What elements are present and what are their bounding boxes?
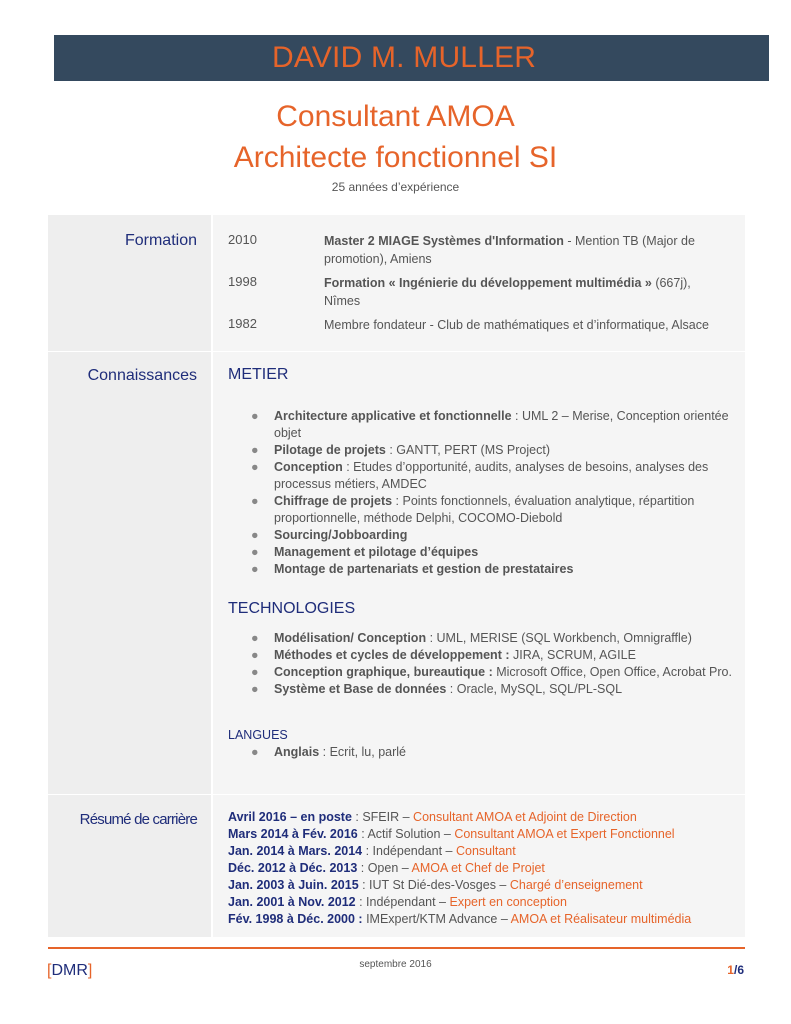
formation-year: 2010 — [228, 232, 257, 247]
formation-item — [228, 316, 745, 334]
item-text: Microsoft Office, Open Office, Acrobat Pro. — [492, 665, 732, 679]
career-role: Chargé d’enseignement — [509, 878, 643, 892]
bullet-icon: ● — [251, 443, 259, 457]
list-item — [228, 408, 734, 442]
item-text: JIRA, SCRUM, AGILE — [509, 648, 636, 662]
initials: DMR — [51, 962, 88, 979]
list-item — [228, 493, 734, 527]
career-company: : Open – — [357, 861, 412, 875]
formation-detail: (667j), Nîmes — [324, 276, 691, 308]
formation-item — [228, 274, 745, 310]
formation-degree: Master 2 MIAGE Systèmes d'Information — [324, 234, 564, 248]
formation-detail: - Mention TB (Major de promotion), Amiens — [324, 234, 695, 266]
page-current: 1 — [727, 963, 734, 977]
bullet-icon: ● — [251, 631, 259, 645]
metier-title: METIER — [228, 366, 289, 383]
resume-content — [213, 795, 745, 937]
item-text: : Ecrit, lu, parlé — [319, 745, 406, 759]
career-role: Consultant — [455, 844, 516, 858]
item-text: : Etudes d’opportunité, audits, analyses de besoins, analyses des processus métiers, AMDEC — [274, 460, 709, 491]
list-item — [228, 664, 734, 681]
formation-degree: Formation « Ingénierie du développement multimédia » — [324, 276, 652, 290]
list-item — [228, 459, 734, 493]
formation-text — [324, 274, 714, 310]
bullet-icon: ● — [251, 745, 259, 759]
formation-label: Formation — [48, 215, 211, 351]
item-bold: Méthodes et cycles de développement : — [274, 648, 510, 662]
formation-row — [48, 214, 745, 351]
career-role: Consultant AMOA et Expert Fonctionnel — [454, 827, 675, 841]
career-period: Déc. 2012 à Déc. 2013 — [228, 861, 358, 875]
item-bold: Sourcing/Jobboarding — [274, 528, 408, 542]
list-item — [228, 744, 734, 761]
career-item — [228, 877, 745, 894]
experience-years: 25 années d’expérience — [331, 180, 460, 194]
technologies-list — [228, 630, 745, 698]
list-item — [228, 561, 734, 578]
item-bold: Pilotage de projets — [274, 443, 386, 457]
bullet-icon: ● — [251, 409, 259, 423]
connaissances-content — [213, 352, 745, 794]
career-company: : Indépendant – — [362, 844, 456, 858]
bullet-icon: ● — [251, 682, 259, 696]
item-bold: Système et Base de données — [274, 682, 447, 696]
list-item — [228, 442, 734, 459]
career-item — [228, 809, 745, 826]
technologies-title: TECHNOLOGIES — [228, 600, 356, 617]
career-period: Mars 2014 à Fév. 2016 — [228, 827, 358, 841]
career-item — [228, 826, 745, 843]
list-item — [228, 681, 734, 698]
bullet-icon: ● — [251, 545, 259, 559]
formation-text — [324, 232, 714, 268]
item-bold: Anglais — [274, 745, 320, 759]
career-role: Expert en conception — [449, 895, 567, 909]
list-item — [228, 527, 734, 544]
metier-list — [228, 408, 745, 578]
item-bold: Architecture applicative et fonctionnelle — [274, 409, 512, 423]
job-title-1: Consultant AMOA — [276, 100, 515, 133]
bullet-icon: ● — [251, 460, 259, 474]
connaissances-row — [48, 351, 745, 794]
career-company: : Actif Solution – — [357, 827, 455, 841]
bracket-open: [ — [47, 962, 52, 979]
formation-detail: Membre fondateur - Club de mathématiques et d’informatique, Alsace — [324, 318, 709, 332]
formation-item — [228, 232, 745, 268]
career-item — [228, 911, 745, 928]
career-period: Jan. 2003 à Juin. 2015 — [228, 878, 359, 892]
item-text: : Points fonctionnels, évaluation analytique, répartition proportionnelle, méthode Delphi, COCOMO-Diebold — [274, 494, 695, 525]
career-period: Fév. 1998 à Déc. 2000 : — [228, 912, 363, 926]
item-bold: Chiffrage de projets — [274, 494, 393, 508]
item-text: : GANTT, PERT (MS Project) — [385, 443, 550, 457]
bullet-icon: ● — [251, 528, 259, 542]
formation-text — [324, 316, 714, 334]
formation-year: 1998 — [228, 274, 257, 289]
resume-label: Résumé de carrière — [48, 795, 211, 937]
bullet-icon: ● — [251, 665, 259, 679]
item-bold: Management et pilotage d’équipes — [274, 545, 479, 559]
bullet-icon: ● — [251, 648, 259, 662]
cv-table — [48, 214, 745, 937]
list-item — [228, 544, 734, 561]
item-bold: Montage de partenariats et gestion de prestataires — [274, 562, 574, 576]
header-bar — [54, 35, 769, 81]
career-period: Jan. 2014 à Mars. 2014 — [228, 844, 363, 858]
career-company: IMExpert/KTM Advance – — [362, 912, 511, 926]
job-title-2: Architecte fonctionnel SI — [233, 141, 558, 174]
list-item — [228, 630, 734, 647]
career-company: : SFEIR – — [351, 810, 414, 824]
career-item — [228, 843, 745, 860]
footer-divider — [48, 947, 745, 949]
list-item — [228, 647, 734, 664]
footer-date: septembre 2016 — [359, 959, 432, 970]
langues-list — [228, 744, 745, 761]
career-period: Jan. 2001 à Nov. 2012 — [228, 895, 356, 909]
career-item — [228, 894, 745, 911]
bullet-icon: ● — [251, 562, 259, 576]
item-text: : UML, MERISE (SQL Workbench, Omnigraffle) — [426, 631, 692, 645]
candidate-name: DAVID M. MULLER — [272, 41, 537, 74]
item-bold: Conception graphique, bureautique : — [274, 665, 493, 679]
resume-row — [48, 794, 745, 937]
page-number — [727, 963, 744, 977]
career-role: Consultant AMOA et Adjoint de Direction — [413, 810, 637, 824]
career-period: Avril 2016 – en poste — [228, 810, 352, 824]
career-company: : Indépendant – — [355, 895, 450, 909]
career-company: : IUT St Dié-des-Vosges – — [358, 878, 510, 892]
connaissances-label: Connaissances — [48, 352, 211, 794]
career-item — [228, 860, 745, 877]
formation-content — [213, 215, 745, 351]
langues-title: LANGUES — [228, 728, 288, 742]
formation-year: 1982 — [228, 316, 257, 331]
bullet-icon: ● — [251, 494, 259, 508]
career-role: AMOA et Réalisateur multimédia — [510, 912, 692, 926]
item-text: : Oracle, MySQL, SQL/PL-SQL — [446, 682, 623, 696]
page-total: /6 — [733, 963, 744, 977]
item-bold: Modélisation/ Conception — [274, 631, 427, 645]
bracket-close: ] — [87, 962, 93, 979]
item-text: : UML 2 – Merise, Conception orientée objet — [274, 409, 729, 440]
career-role: AMOA et Chef de Projet — [411, 861, 545, 875]
item-bold: Conception — [274, 460, 343, 474]
